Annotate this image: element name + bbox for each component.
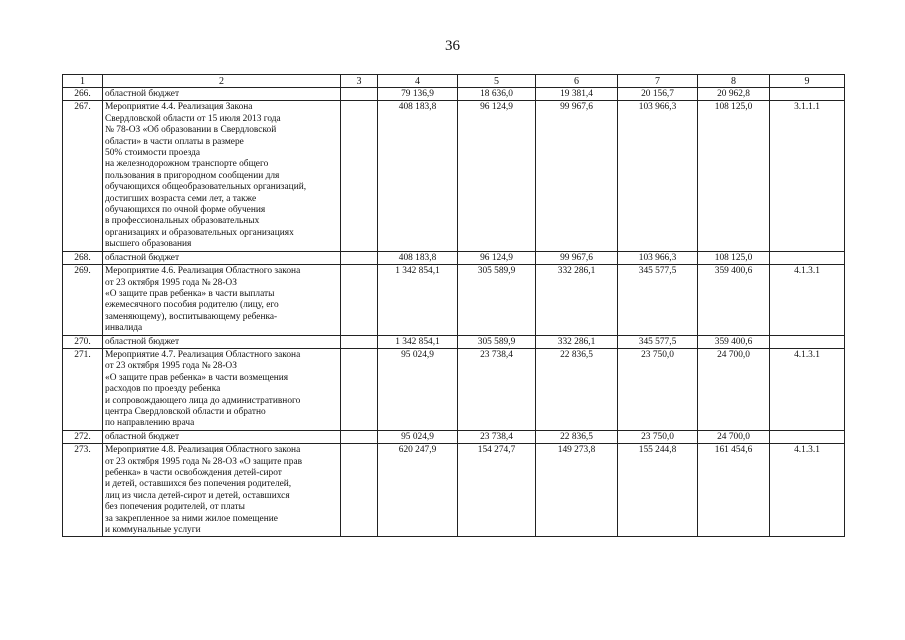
table-row <box>63 335 845 348</box>
value-cell: 620 247,9 <box>378 444 458 537</box>
value-cell: 154 274,7 <box>458 444 536 537</box>
description-line: высшего образования <box>105 239 192 250</box>
value-cell: 24 700,0 <box>698 430 770 443</box>
row-description <box>103 430 341 443</box>
description-line: и детей, оставшихся без попечения родителей, <box>105 479 292 490</box>
table-row <box>63 88 845 101</box>
target-code <box>770 88 845 101</box>
header-cell: 5 <box>458 75 536 88</box>
description-line: 50% стоимости проезда <box>105 148 201 159</box>
description-line: от 23 октября 1995 года № 28-ОЗ <box>105 277 237 288</box>
description-line: пользования в пригородном сообщении для <box>105 170 280 181</box>
value-cell: 22 836,5 <box>536 348 618 430</box>
value-cell: 103 966,3 <box>618 251 698 264</box>
value-cell: 1 342 854,1 <box>378 265 458 335</box>
table-row <box>63 444 845 537</box>
column-3-cell <box>341 430 378 443</box>
description-line: Мероприятие 4.8. Реализация Областного закона <box>105 445 301 456</box>
description-line: и сопровождающего лица до административного <box>105 395 301 406</box>
value-cell: 95 024,9 <box>378 348 458 430</box>
target-code: 4.1.3.1 <box>770 348 845 430</box>
target-code: 4.1.3.1 <box>770 265 845 335</box>
value-cell: 23 738,4 <box>458 348 536 430</box>
column-3-cell <box>341 444 378 537</box>
description-line: областной бюджет <box>105 336 180 347</box>
value-cell: 23 750,0 <box>618 348 698 430</box>
value-cell: 408 183,8 <box>378 101 458 251</box>
row-number: 272. <box>63 430 103 443</box>
target-code <box>770 430 845 443</box>
header-cell: 3 <box>341 75 378 88</box>
table-row <box>63 348 845 430</box>
row-description <box>103 265 341 335</box>
description-line: № 78-ОЗ «Об образовании в Свердловской <box>105 125 277 136</box>
value-cell: 332 286,1 <box>536 335 618 348</box>
value-cell: 99 967,6 <box>536 101 618 251</box>
description-line: заменяющему), воспитывающему ребенка- <box>105 311 278 322</box>
header-cell: 4 <box>378 75 458 88</box>
column-number-header <box>63 75 845 88</box>
description-line: «О защите прав ребенка» в части возмещения <box>105 372 289 383</box>
value-cell: 305 589,9 <box>458 335 536 348</box>
row-number: 270. <box>63 335 103 348</box>
description-line: и коммунальные услуги <box>105 525 201 536</box>
description-line: в профессиональных образовательных <box>105 216 260 227</box>
row-number: 266. <box>63 88 103 101</box>
description-line: от 23 октября 1995 года № 28-ОЗ «О защите прав <box>105 456 303 467</box>
column-3-cell <box>341 101 378 251</box>
description-line: областной бюджет <box>105 431 180 442</box>
description-line: Мероприятие 4.7. Реализация Областного закона <box>105 349 301 360</box>
value-cell: 23 738,4 <box>458 430 536 443</box>
value-cell: 22 836,5 <box>536 430 618 443</box>
header-cell: 1 <box>63 75 103 88</box>
header-cell: 8 <box>698 75 770 88</box>
column-3-cell <box>341 88 378 101</box>
description-line: без попечения родителей, от платы <box>105 502 245 513</box>
row-number: 271. <box>63 348 103 430</box>
value-cell: 108 125,0 <box>698 101 770 251</box>
header-cell: 7 <box>618 75 698 88</box>
description-line: Свердловской области от 15 июля 2013 года <box>105 113 281 124</box>
description-line: инвалида <box>105 323 143 334</box>
column-3-cell <box>341 348 378 430</box>
value-cell: 345 577,5 <box>618 335 698 348</box>
value-cell: 20 156,7 <box>618 88 698 101</box>
row-description <box>103 348 341 430</box>
description-line: от 23 октября 1995 года № 28-ОЗ <box>105 361 237 372</box>
row-number: 268. <box>63 251 103 264</box>
row-description <box>103 101 341 251</box>
description-line: на железнодорожном транспорте общего <box>105 159 269 170</box>
value-cell: 79 136,9 <box>378 88 458 101</box>
description-line: обучающихся по очной форме обучения <box>105 205 266 216</box>
target-code: 3.1.1.1 <box>770 101 845 251</box>
column-3-cell <box>341 251 378 264</box>
value-cell: 96 124,9 <box>458 101 536 251</box>
target-code: 4.1.3.1 <box>770 444 845 537</box>
value-cell: 149 273,8 <box>536 444 618 537</box>
row-number: 269. <box>63 265 103 335</box>
value-cell: 332 286,1 <box>536 265 618 335</box>
value-cell: 20 962,8 <box>698 88 770 101</box>
description-line: лиц из числа детей-сирот и детей, оставшихся <box>105 490 290 501</box>
column-3-cell <box>341 335 378 348</box>
page-number: 36 <box>445 38 460 54</box>
table-row <box>63 251 845 264</box>
table-row <box>63 430 845 443</box>
value-cell: 345 577,5 <box>618 265 698 335</box>
description-line: по направлению врача <box>105 418 195 429</box>
row-number: 273. <box>63 444 103 537</box>
table-row <box>63 265 845 335</box>
description-line: «О защите прав ребенка» в части выплаты <box>105 288 275 299</box>
description-line: Мероприятие 4.4. Реализация Закона <box>105 102 253 113</box>
value-cell: 408 183,8 <box>378 251 458 264</box>
value-cell: 108 125,0 <box>698 251 770 264</box>
target-code <box>770 335 845 348</box>
row-description <box>103 251 341 264</box>
row-description <box>103 335 341 348</box>
value-cell: 18 636,0 <box>458 88 536 101</box>
header-cell: 2 <box>103 75 341 88</box>
table-row <box>63 101 845 251</box>
header-cell: 6 <box>536 75 618 88</box>
description-line: центра Свердловской области и обратно <box>105 406 266 417</box>
description-line: обучающихся общеобразовательных организаций, <box>105 182 307 193</box>
value-cell: 305 589,9 <box>458 265 536 335</box>
budget-table <box>62 74 845 537</box>
description-line: области» в части оплаты в размере <box>105 136 244 147</box>
description-line: достигших возраста семи лет, а также <box>105 193 257 204</box>
value-cell: 359 400,6 <box>698 335 770 348</box>
description-line: областной бюджет <box>105 89 180 99</box>
value-cell: 161 454,6 <box>698 444 770 537</box>
value-cell: 96 124,9 <box>458 251 536 264</box>
description-line: за закрепленное за ними жилое помещение <box>105 513 278 524</box>
value-cell: 99 967,6 <box>536 251 618 264</box>
column-3-cell <box>341 265 378 335</box>
description-line: расходов по проезду ребенка <box>105 384 221 395</box>
value-cell: 103 966,3 <box>618 101 698 251</box>
value-cell: 95 024,9 <box>378 430 458 443</box>
value-cell: 1 342 854,1 <box>378 335 458 348</box>
row-description <box>103 444 341 537</box>
value-cell: 19 381,4 <box>536 88 618 101</box>
description-line: ребенка» в части освобождения детей-сирот <box>105 468 282 478</box>
target-code <box>770 251 845 264</box>
description-line: Мероприятие 4.6. Реализация Областного закона <box>105 266 301 277</box>
value-cell: 24 700,0 <box>698 348 770 430</box>
value-cell: 359 400,6 <box>698 265 770 335</box>
value-cell: 155 244,8 <box>618 444 698 537</box>
row-number: 267. <box>63 101 103 251</box>
description-line: организациях и образовательных организациях <box>105 227 294 238</box>
header-cell: 9 <box>770 75 845 88</box>
value-cell: 23 750,0 <box>618 430 698 443</box>
row-description <box>103 88 341 101</box>
description-line: ежемесячного пособия родителю (лицу, его <box>105 300 279 311</box>
description-line: областной бюджет <box>105 252 180 263</box>
